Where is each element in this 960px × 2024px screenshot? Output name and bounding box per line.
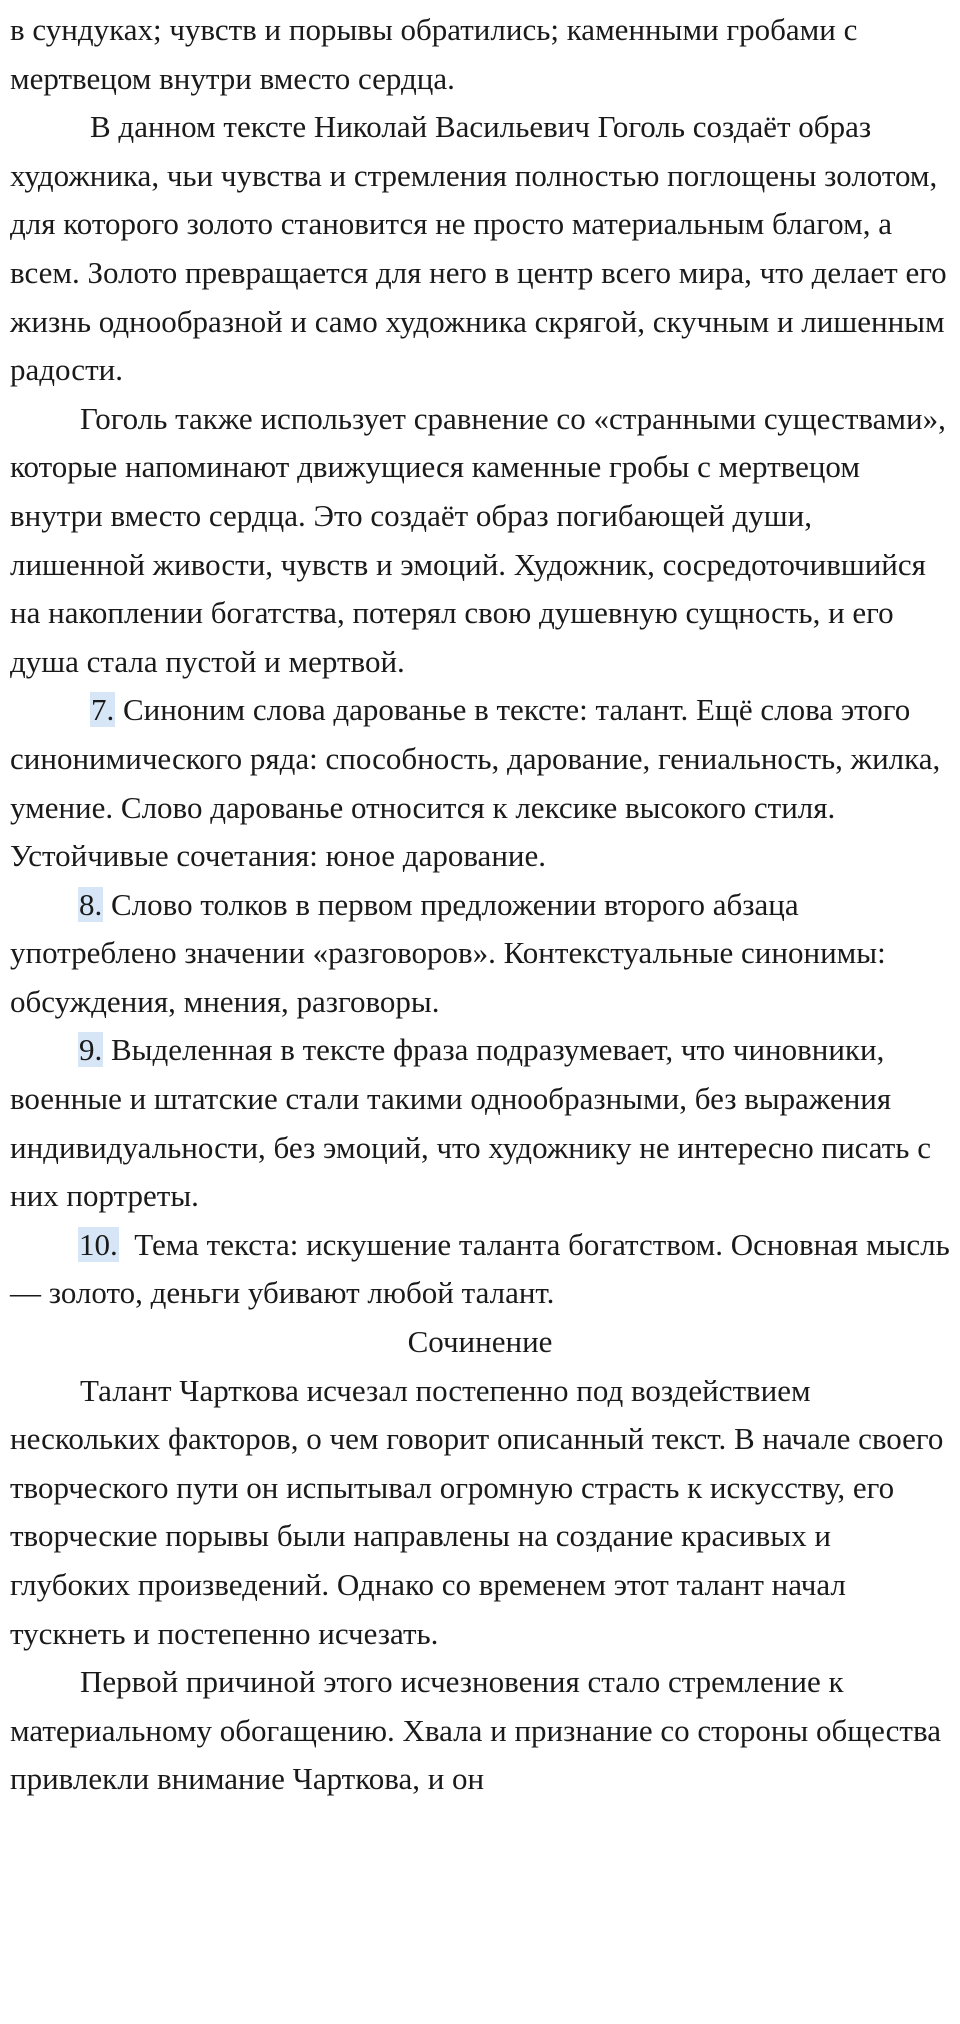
item-number: 10. [79, 1226, 118, 1262]
item-text: Синоним слова дарованье в тексте: талант. Ещё слова этого синонимического ряда: способность, дарование, гениальность, жилка, умение. Слово дарованье относится к лексике высокого стиля. Устойчивые сочетания: юное дарование. [10, 692, 941, 874]
essay-paragraph: Талант Чарткова исчезал постепенно под воздействием нескольких факторов, о чем говорит описанный текст. В начале своего творческого пути он испытывал огромную страсть к искусству, его творческие порывы были направлены на создание красивых и глубоких произведений. Однако со временем этот талант начал тускнеть и постепенно исчезать. [10, 1372, 944, 1651]
paragraph-gogol-comparison: Гоголь также использует сравнение со «странными существами», которые напоминают движущиеся каменные гробы с мертвецом внутри вместо сердца. Это создаёт образ погибающей души, лишенной живости, чувств и эмоций. Художник, сосредоточившийся на накоплении богатства, потерял свою душевную сущность, и его душа стала пустой и мертвой. [10, 400, 946, 679]
item-number: 9. [79, 1032, 103, 1068]
item-text: Тема текста: искушение таланта богатством. Основная мысль — золото, деньги убивают любой талант. [10, 1226, 958, 1311]
item-number: 8. [79, 886, 103, 922]
paragraph-continuation: в сундуках; чувств и порывы обратились; каменными гробами с мертвецом внутри вместо сердца. [10, 12, 858, 96]
answer-item-9 [10, 1026, 950, 1220]
item-number: 7. [91, 692, 115, 728]
paragraph-gogol-image: В данном тексте Николай Васильевич Гоголь создаёт образ художника, чьи чувства и стремления полностью поглощены золотом, для которого золото становится не просто материальным благом, а всем. Золото превращается для него в центр всего мира, что делает его жизнь однообразной и само художника скрягой, скучным и лишенным радости. [10, 109, 947, 388]
item-text: Слово толков в первом предложении второго абзаца употреблено значении «разговоров». Контекстуальные синонимы: обсуждения, мнения, разговоры. [10, 886, 886, 1019]
document-page [10, 6, 958, 1804]
answer-item-7 [10, 686, 950, 880]
answer-item-10 [10, 1221, 958, 1318]
essay-paragraph: Первой причиной этого исчезновения стало стремление к материальному обогащению. Хвала и признание со стороны общества привлекли внимание Чарткова, и он [10, 1664, 941, 1797]
essay-heading: Сочинение [407, 1324, 553, 1360]
answer-item-8 [10, 881, 950, 1027]
item-text: Выделенная в тексте фраза подразумевает, что чиновники, военные и штатские стали такими однообразными, без выражения индивидуальности, без эмоций, что художнику не интересно писать с них портреты. [10, 1032, 931, 1214]
